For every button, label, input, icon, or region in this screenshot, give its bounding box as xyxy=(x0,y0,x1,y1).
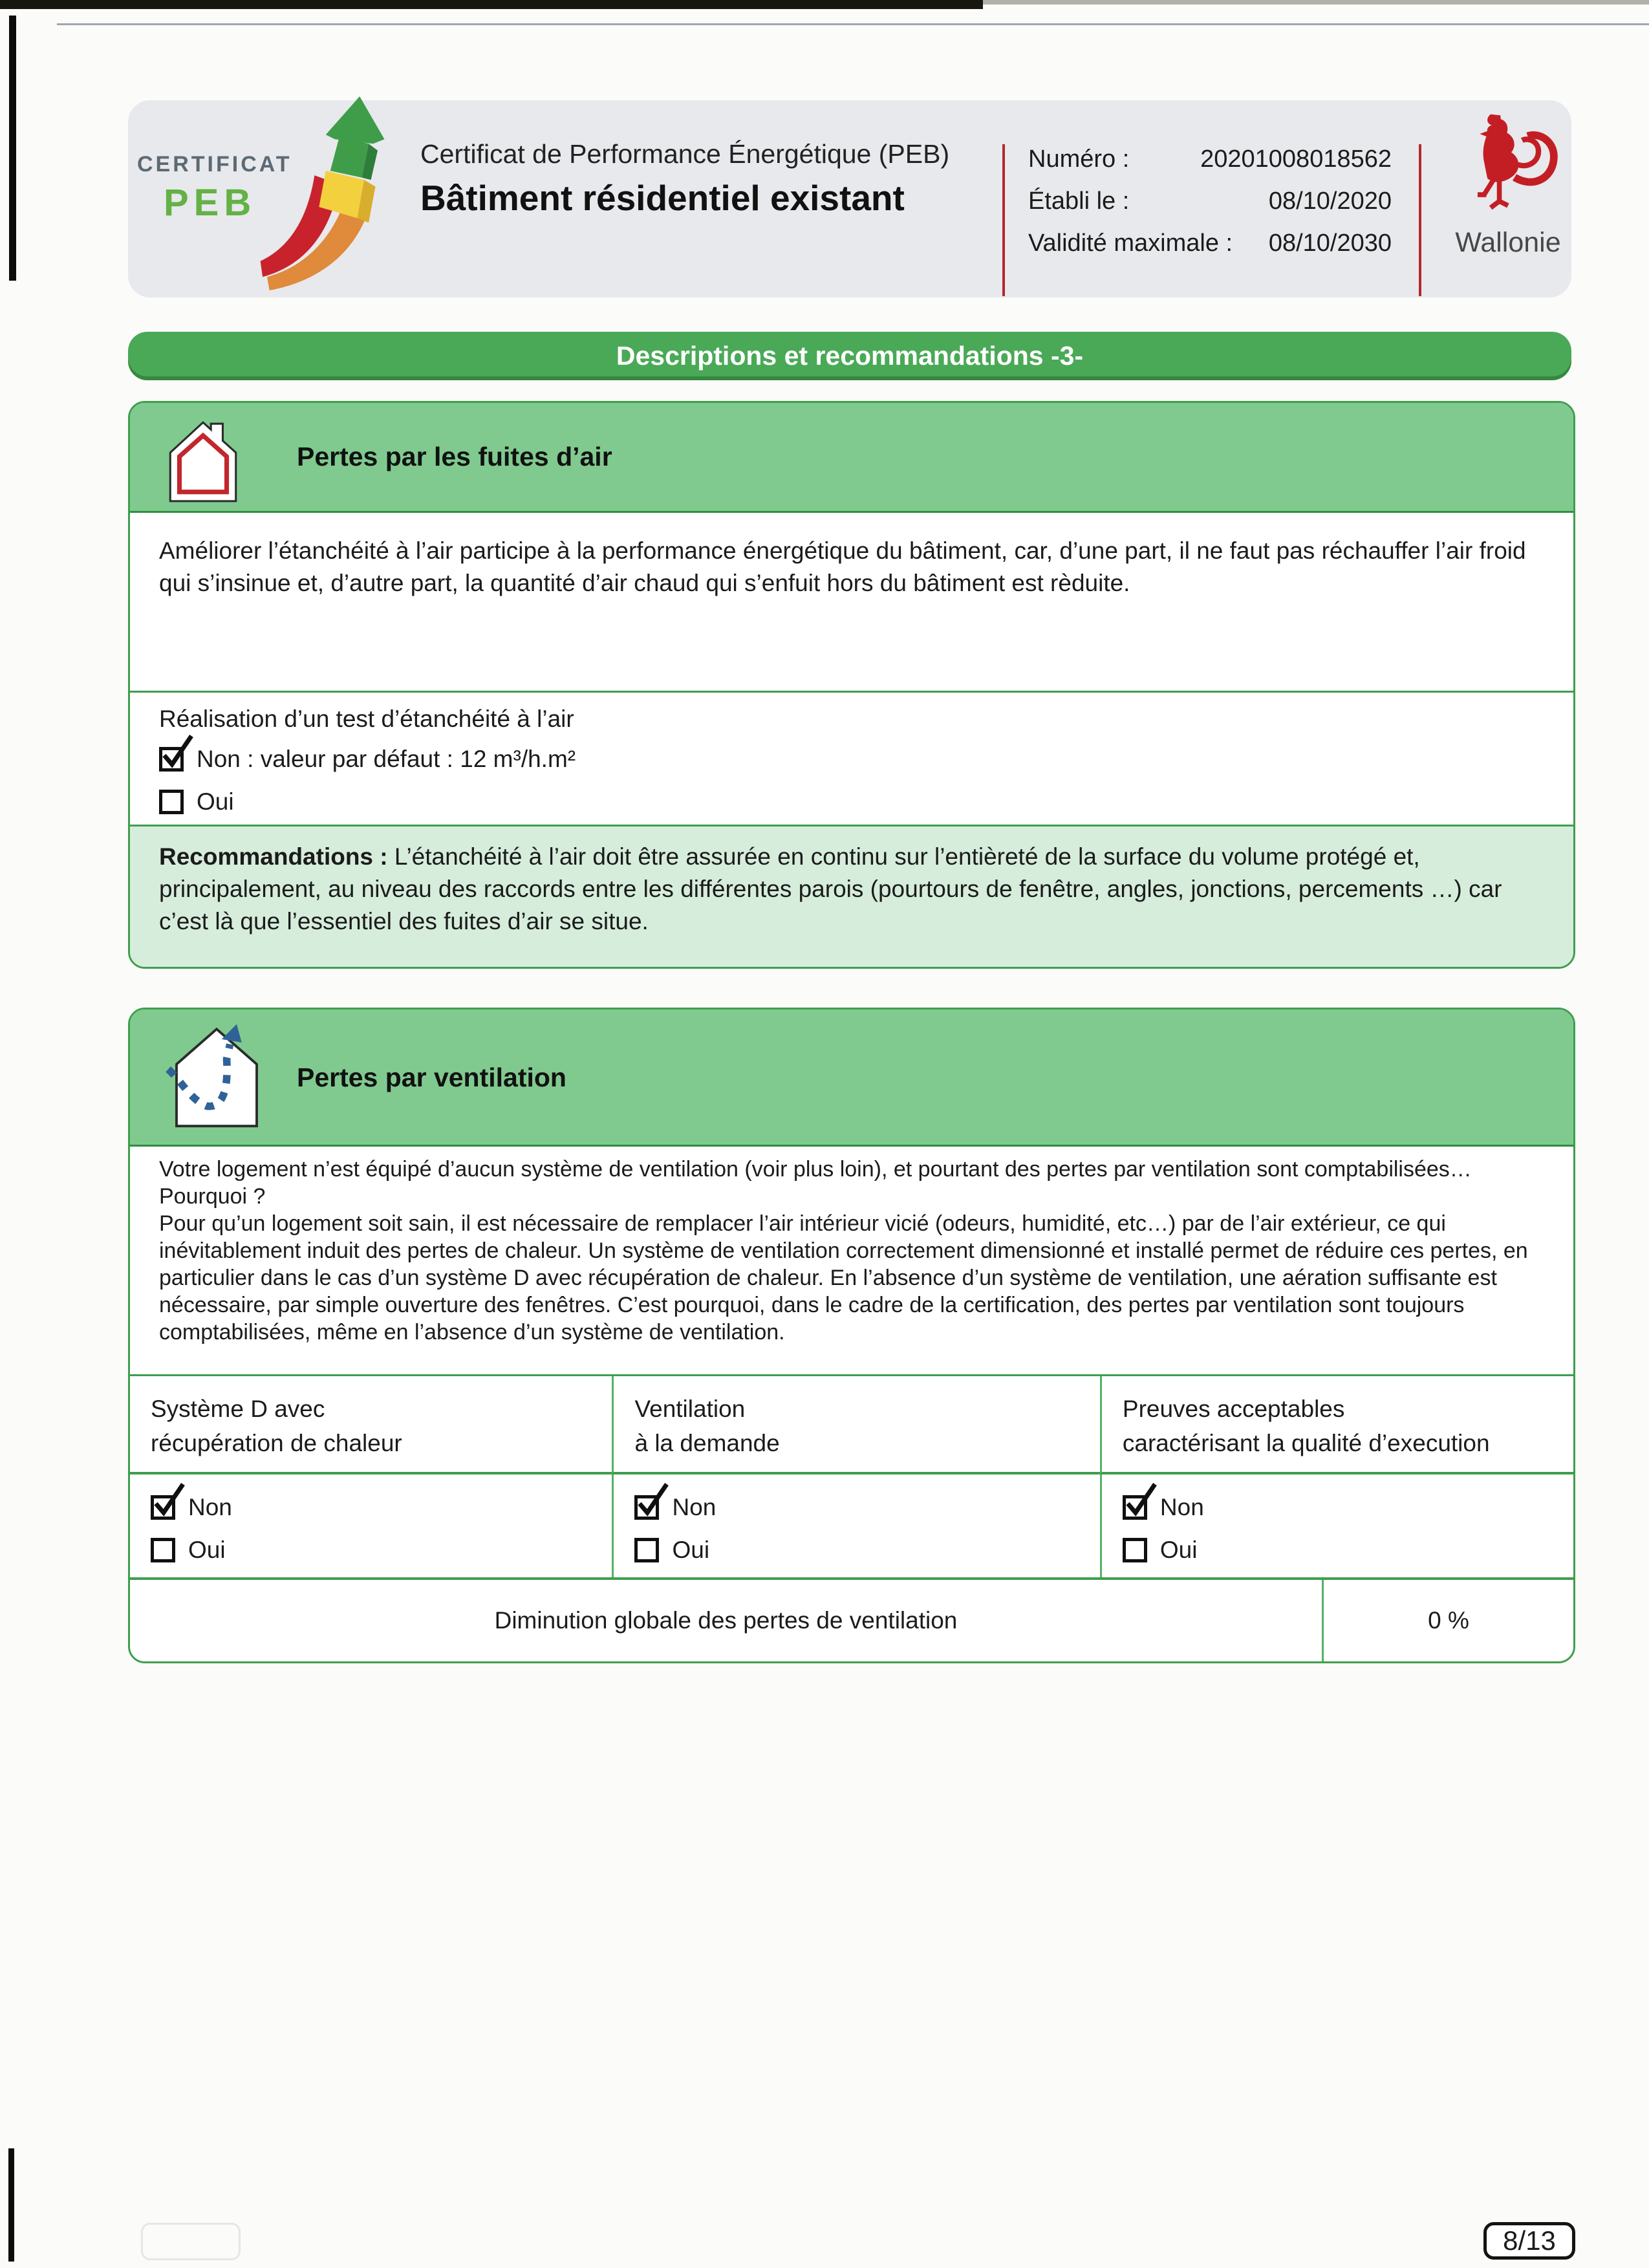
numero-label: Numéro : xyxy=(1028,146,1130,173)
section-title: Pertes par ventilation xyxy=(297,1063,566,1092)
checkmark-icon xyxy=(1124,1480,1159,1518)
summary-value: 0 % xyxy=(1322,1580,1573,1661)
etabli-label: Établi le : xyxy=(1028,188,1130,215)
house-envelope-icon xyxy=(164,416,242,505)
certificate-title xyxy=(420,139,949,219)
section-title: Pertes par les fuites d’air xyxy=(297,442,612,471)
ventilation-col-options xyxy=(1100,1474,1573,1577)
scan-artifact xyxy=(983,0,1649,5)
summary-label: Diminution globale des pertes de ventilation xyxy=(494,1607,958,1634)
ventilation-col-options xyxy=(612,1474,1099,1577)
certificate-meta xyxy=(1028,146,1392,272)
col-title-line2: récupération de chaleur xyxy=(151,1430,402,1456)
col-title-line1: Ventilation xyxy=(634,1396,746,1422)
option-row-oui xyxy=(159,788,1544,815)
peb-logo-text: CERTIFICAT xyxy=(137,152,292,177)
validite-value: 08/10/2030 xyxy=(1268,230,1392,257)
col-title-line1: Preuves acceptables xyxy=(1122,1396,1345,1422)
col-title-line2: caractérisant la qualité d’execution xyxy=(1122,1430,1490,1456)
option-row-non xyxy=(159,746,1544,773)
certificate-title-line2: Bâtiment résidentiel existant xyxy=(420,178,905,218)
option-label: Non xyxy=(188,1494,232,1520)
checkbox-non[interactable] xyxy=(1123,1495,1147,1520)
option-label: Oui xyxy=(1159,1537,1198,1563)
certificate-header xyxy=(128,100,1571,297)
divider xyxy=(1002,144,1005,296)
section-ventilation-header xyxy=(130,1010,1573,1147)
page-number-badge: 8/13 xyxy=(1483,2222,1575,2260)
option-label: Oui xyxy=(672,1537,710,1563)
option-label: Oui xyxy=(188,1537,226,1563)
banner-title: Descriptions et recommandations -3- xyxy=(616,341,1084,371)
option-label: Non : valeur par défaut : 12 m³/h.m² xyxy=(197,746,576,772)
col-title-line1: Système D avec xyxy=(151,1396,325,1422)
ventilation-col-title xyxy=(1100,1376,1573,1474)
checkmark-icon xyxy=(636,1480,671,1518)
ventilation-table xyxy=(130,1374,1573,1577)
option-label: Oui xyxy=(197,788,234,815)
option-label: Non xyxy=(672,1494,717,1520)
checkmark-icon xyxy=(160,732,195,770)
checkbox-non[interactable] xyxy=(634,1495,659,1520)
certificate-title-line1: Certificat de Performance Énergétique (PEB) xyxy=(420,139,950,169)
scan-artifact xyxy=(0,0,983,9)
checkmark-icon xyxy=(152,1480,187,1518)
section-air-leakage xyxy=(128,401,1575,969)
ventilation-intro xyxy=(130,1147,1573,1374)
ventilation-intro-2: Pour qu’un logement soit sain, il est nécessaire de remplacer l’air intérieur vicié (odeurs, humidité, etc…) par de l’air extérieur, ce qui inévitablement induit des pertes de chaleur. Un système de ventilation correctement dimensionné et installé permet de réduire ces pertes, en particulier dans le cas d’un système D avec récupération de chaleur. En l’absence d’un système de ventilation, une aération suffisante est nécessaire, par simple ouverture des fenêtres. C’est pourquoi, dans le cadre de la certification, des pertes par ventilation sont toujours comptabilisées, même en l’absence d’un système de ventilation. xyxy=(159,1211,1528,1345)
section-air-leakage-header xyxy=(130,403,1573,513)
section-banner xyxy=(128,332,1571,380)
checkbox-non[interactable] xyxy=(159,747,184,772)
peb-arrow-logo-icon xyxy=(249,96,418,299)
air-leakage-test-block xyxy=(130,693,1573,826)
wallonia-rooster-icon xyxy=(1454,109,1562,219)
scan-artifact xyxy=(8,2148,14,2262)
ventilation-col-title xyxy=(612,1376,1099,1474)
scan-artifact xyxy=(9,16,16,281)
recommendations-text: L’étanchéité à l’air doit être assurée en continu sur l’entièreté de la surface du volume protégé et, principalement, au niveau des raccords entre les différentes parois (pourtours de fenêtre, angles, jonctions, percements …) car c’est là que l’essentiel des fuites d’air se situe. xyxy=(159,843,1502,934)
option-label: Non xyxy=(1159,1494,1204,1520)
checkbox-oui[interactable] xyxy=(151,1538,175,1562)
checkbox-non[interactable] xyxy=(151,1495,175,1520)
air-leakage-intro: Améliorer l’étanchéité à l’air participe à la performance énergétique du bâtiment, car, d’une part, il ne faut pas réchauffer l’air froid qui s’insinue et, d’autre part, la quantité d’air chaud qui s’enfuit hors du bâtiment est rèduite. xyxy=(130,513,1573,693)
ventilation-summary-row xyxy=(130,1577,1573,1661)
region-label: Wallonie xyxy=(1455,227,1561,258)
etabli-value: 08/10/2020 xyxy=(1268,188,1392,215)
divider xyxy=(1419,144,1421,296)
ventilation-col-options xyxy=(130,1474,612,1577)
recommendations-label: Recommandations : xyxy=(159,843,388,870)
ventilation-col-title xyxy=(130,1376,612,1474)
checkbox-oui[interactable] xyxy=(159,790,184,814)
peb-logo-text: PEB xyxy=(164,182,257,224)
ventilation-intro-1: Votre logement n’est équipé d’aucun système de ventilation (voir plus loin), et pourtant des pertes par ventilation sont comptabilisées… Pourquoi ? xyxy=(159,1157,1472,1209)
scan-artifact xyxy=(57,23,1649,25)
section-ventilation xyxy=(128,1008,1575,1663)
validite-label: Validité maximale : xyxy=(1028,230,1233,257)
house-ventilation-icon xyxy=(162,1022,271,1131)
col-title-line2: à la demande xyxy=(634,1430,780,1456)
test-label: Réalisation d’un test d’étanchéité à l’air xyxy=(159,706,574,732)
checkbox-oui[interactable] xyxy=(634,1538,659,1562)
bleedthrough-badge xyxy=(141,2223,241,2260)
numero-value: 20201008018562 xyxy=(1200,146,1392,173)
checkbox-oui[interactable] xyxy=(1123,1538,1147,1562)
air-leakage-recommendations xyxy=(130,826,1573,967)
